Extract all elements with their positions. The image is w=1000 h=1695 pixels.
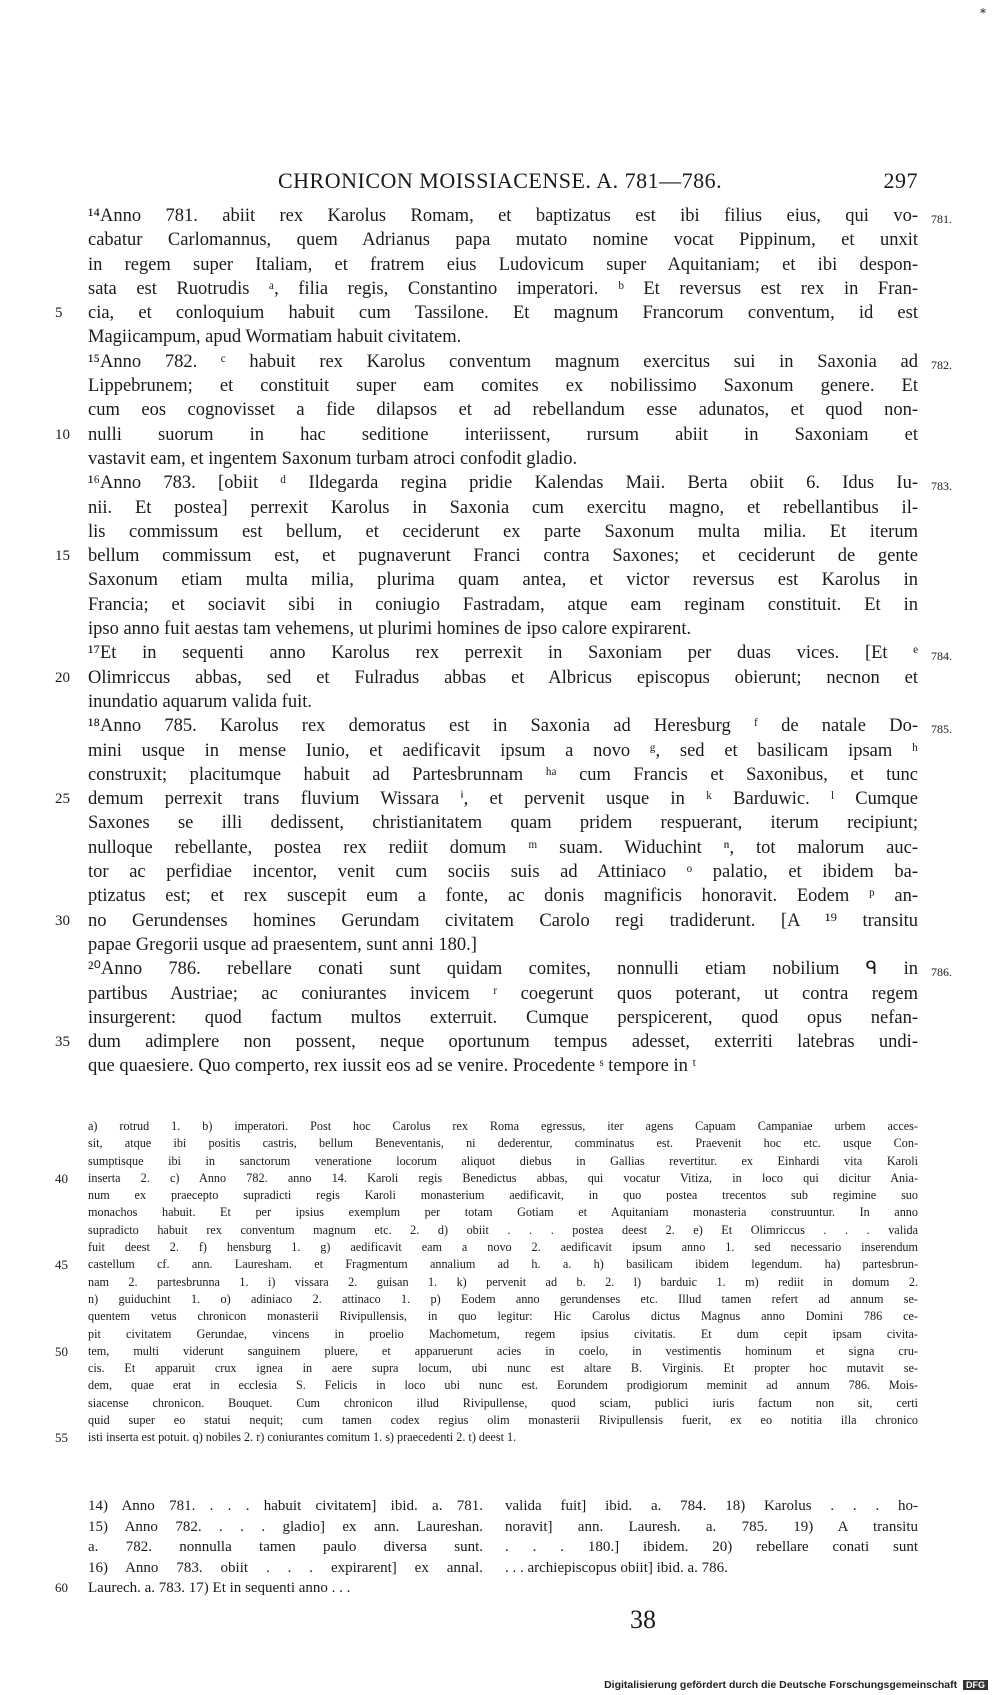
source-left-line-text: 14) Anno 781. . . . habuit civitatem] ibid. a. 781. [88,1498,483,1514]
main-text-line-text: Lippebrunem; et constituit super eam comites ex nobilissimo Saxonum genere. Et [88,376,918,397]
source-right-line [505,1496,918,1517]
main-text-line-text: Saxonum etiam multa milia, plurima quam antea, et victor reversus est Karolus in [88,570,918,591]
main-text-line-text: nii. Et postea] perrexit Karolus in Saxonia cum exercitu magno, et rebellantibus il- [88,497,918,518]
source-notes-left [55,1496,483,1599]
source-left-line [88,1558,483,1579]
footnote-line-text: sit, atque ibi positis castris, bellum Beneventanis, ni dederentur, comminatus est. Praevenit hoc etc. usque Con- [88,1136,918,1151]
line-number: 40 [55,1170,68,1186]
footnote-line [88,1308,918,1325]
main-text-line [88,933,918,957]
main-text-line [55,544,918,568]
main-text-line [55,301,918,325]
main-text-line [88,277,918,301]
main-text-line [88,690,918,714]
main-text-line-text: no Gerundenses homines Gerundam civitatem Carolo regi tradiderunt. [A ¹⁹ transitu [88,910,918,931]
corner-mark: * [980,6,986,20]
footnote-line [55,1343,918,1360]
main-text-line-text: papae Gregorii usque ad praesentem, sunt anni 180.] [88,934,477,955]
footnote-line-text: n) guiduchint 1. o) adiniaco 2. attinaco 1. p) Eodem anno gerundenses etc. Illud tamen refert ad annum se- [88,1291,918,1306]
line-number: 30 [55,912,70,929]
main-text-line-text: ¹⁴Anno 781. abiit rex Karolus Romam, et baptizatus est ibi filius eius, qui vo- [88,206,918,226]
footnote-line-text: cis. Et apparuit crux ignea in aere supra locum, ubi nunc est altare B. Virginis. Et propter hoc mutavit se- [88,1361,918,1376]
main-text-line [88,374,918,398]
footer-text: Digitalisierung gefördert durch die Deutsche Forschungsgemeinschaft [604,1679,958,1691]
footnote-line-text: siacense chronicon. Bouquet. Cum chronicon illud Rivipullense, quod sciam, publici iuris factum non sit, certi [88,1395,918,1410]
source-right-line-text: . . . 180.] ibidem. 20) rebellare conati sunt [505,1539,918,1555]
footnote-line [88,1377,918,1394]
main-text-line [88,1054,918,1078]
main-text-line-text: ¹⁷Et in sequenti anno Karolus rex perrexit in Saxoniam per duas vices. [Et ᵉ [88,643,918,664]
footnote-line-text: num ex praecepto supradicti regis Karoli monasterium aedificavit, in quo postea trecentos sub regimine suo [88,1188,918,1203]
footnote-line [88,1412,918,1429]
main-text-line [88,763,918,787]
line-number: 20 [55,669,70,686]
source-left-line-text: 15) Anno 782. . . . gladio] ex ann. Laureshan. [88,1518,483,1535]
main-text-line-text: ¹⁸Anno 785. Karolus rex demoratus est in Saxonia ad Heresburg ᶠ de natale Do- [88,716,918,737]
main-text-line [88,957,952,981]
source-right-line-text: . . . archiepiscopus obiit] ibid. a. 786. [505,1559,728,1576]
main-text-line [88,739,918,763]
main-text-line-text: sata est Ruotrudis ᵃ, filia regis, Constantino imperatori. ᵇ Et reversus est rex in Fran- [88,278,918,299]
footnote-line-text: fuit deest 2. f) hensburg 1. g) aedificavit eam a novo 2. aedificavit ipsum anno 1. sed necessario inserendum [88,1240,918,1255]
main-text-line-text: vastavit eam, et ingentem Saxonum turbam atroci confodit gladio. [88,448,578,469]
source-right-line-text: noravit] ann. Lauresh. a. 785. 19) A transitu [505,1518,918,1535]
main-text-line-text: Magiicampum, apud Wormatiam habuit civitatem. [88,327,462,348]
line-number: 50 [55,1343,68,1359]
main-text-line [88,836,918,860]
main-text-line-text: ¹⁵Anno 782. ᶜ habuit rex Karolus conventum magnum exercitus sui in Saxonia ad [88,351,918,372]
main-text-line-text: partibus Austriae; ac coniurantes invicem ʳ coegerunt quos poterant, ut contra regem [88,983,918,1004]
footnote-line [88,1204,918,1221]
footnote-line [55,1429,918,1446]
main-text-line [88,641,952,665]
source-left-line [88,1537,483,1558]
main-text-line [55,787,918,811]
margin-year: 786. [931,965,952,980]
footnote-line [88,1274,918,1291]
main-text-line-text: dum adimplere non possent, neque oportunum tempus adesset, exterriti latebras undi- [88,1032,918,1053]
main-text-line [88,228,918,252]
source-left-line [55,1578,483,1599]
main-text-line [88,568,918,592]
footnote-line-text: sumptisque ibi in sanctorum veneratione locorum aliquot diebus in Gallias revertitur. ex Einhardi vita Karoli [88,1153,918,1168]
line-number: 10 [55,426,70,443]
footnote-line-text: quid super eo statui nequit; cum tamen codex regius olim monasterii Rivipullensis fuerit, ex eo notitia illa chronico [88,1413,918,1428]
main-text-line [55,1030,918,1054]
footnotes [55,1118,918,1447]
digitization-footer [604,1679,988,1691]
footnote-line [88,1135,918,1152]
footnote-line [55,1256,918,1273]
footnote-line [55,1170,918,1187]
main-text-line-text: cum eos cognovisset a fide dilapsos et ad rebellandum esse adunatos, et quod non- [88,400,918,421]
main-text-line [88,398,918,422]
main-text-line-text: ipso anno fuit aestas tam vehemens, ut plurimi homines de ipso calore expirarent. [88,619,692,640]
main-text-line-text: ptizatus est; et rex suscepit eum a fonte, ac donis magnificis honoravit. Eodem ᵖ an- [88,886,918,907]
footnote-line-text: inserta 2. c) Anno 782. anno 14. Karoli regis Benedictus abbas, qui vocatur Vitiza, in loco qui dicitur Ania- [88,1170,918,1185]
dfg-logo: DFG [963,1680,988,1690]
main-text-line-text: cabatur Carlomannus, quem Adrianus papa mutato nomine vocat Pippinum, et unxit [88,230,918,251]
page-number: 297 [883,168,918,193]
margin-year: 784. [931,649,952,664]
footnote-line [88,1222,918,1239]
source-left-line-text: 16) Anno 783. obiit . . . expirarent] ex annal. [88,1559,483,1576]
source-notes [55,1496,918,1596]
main-text-line [88,593,918,617]
footnote-line-text: tem, multi viderunt sanguinem pluere, et apparuerunt acies in coelo, in vestimentis hominum et signa cru- [88,1343,918,1358]
main-text-line [88,496,918,520]
main-text-line [88,471,952,495]
line-number: 5 [55,305,63,322]
margin-year: 785. [931,722,952,737]
header-title: CHRONICON MOISSIACENSE. A. 781—786. [278,168,723,193]
main-text-line-text: inundatio aquarum valida fuit. [88,691,312,712]
main-text-line-text: lis commissum est bellum, et ceciderunt ex parte Saxonum multa milia. Et iterum [88,521,918,542]
main-text-line-text: demum perrexit trans fluvium Wissara ⁱ, et pervenit usque in ᵏ Barduwic. ˡ Cumque [88,789,918,810]
main-text-line [88,714,952,738]
main-text-line [88,982,918,1006]
source-left-line-text: Laurech. a. 783. 17) Et in sequenti anno . . . [88,1580,351,1596]
main-text-line [88,1006,918,1030]
main-text-line-text: ¹⁶Anno 783. [obiit ᵈ Ildegarda regina pridie Kalendas Maii. Berta obiit 6. Idus Iu- [88,473,918,494]
main-text-line [88,617,918,641]
main-text-line [88,447,918,471]
main-text-line-text: nulli suorum in hac seditione interiissent, rursum abiit in Saxoniam et [88,424,918,445]
main-text-line-text: mini usque in mense Iunio, et aedificavit ipsum a novo ᵍ, sed et basilicam ipsam ʰ [88,740,918,761]
footnote-line [88,1118,918,1135]
source-right-line [505,1537,918,1558]
main-text [55,204,952,1079]
main-text-line-text: in regem super Italiam, et fratrem eius Ludovicum super Aquitaniam; et ibi despon- [88,254,918,275]
footnote-line-text: quentem vetus chronicon monasterii Rivipullensis, in quo legitur: Hic Carolus dictus Magnus anno Domini 786 ce- [88,1309,918,1324]
margin-year: 782. [931,357,952,372]
margin-year: 783. [931,479,952,494]
source-notes-right [505,1496,918,1578]
main-text-line-text: Saxones se illi dedissent, christianitatem quam pridem respuerant, iterum recipiunt; [88,813,918,834]
footnote-line [88,1395,918,1412]
footnote-line-text: supradicto habuit rex conventum magnum etc. 2. d) obiit . . . postea deest 2. e) Et Olimriccus . . . valida [88,1222,918,1237]
footnote-line-text: dem, quae erat in ecclesia S. Felicis in loco ubi nunc est. Eorundem prodigiorum meminit ad annum 786. Mois- [88,1378,918,1393]
footnote-line-text: monachos habuit. Et per ipsius exemplum per totam Gotiam et Aquitaniam monasteria construuntur. In anno [88,1205,918,1220]
main-text-line [88,253,918,277]
main-text-line [55,423,918,447]
main-text-line [88,811,918,835]
line-number: 25 [55,791,70,808]
footnote-line [88,1291,918,1308]
main-text-line-text: Olimriccus abbas, sed et Fulradus abbas et Albricus episcopus obierunt; necnon et [88,667,918,688]
line-number: 45 [55,1257,68,1273]
main-text-line-text: construxit; placitumque habuit ad Partesbrunnam ʰᵃ cum Francis et Saxonibus, et tunc [88,764,918,785]
source-left-line [88,1517,483,1538]
line-number: 15 [55,548,70,565]
main-text-line-text: nulloque rebellante, postea rex rediit domum ᵐ suam. Widuchint ⁿ, tot malorum auc- [88,837,918,858]
source-left-line [88,1496,483,1517]
main-text-line [88,884,918,908]
signature-mark: 38 [630,1605,656,1634]
footnote-line-text: nam 2. partesbrunna 1. i) vissara 2. guisan 1. k) pervenit ad b. 2. l) barduic 1. m) rediit in domum 2. [88,1274,918,1289]
source-right-line [505,1558,918,1579]
main-text-line [88,860,918,884]
footnote-line [88,1326,918,1343]
main-text-line [88,350,952,374]
main-text-line [55,666,918,690]
main-text-line [88,204,952,228]
footnote-line-text: isti inserta est potuit. q) nobiles 2. r) coniurantes comitum 1. s) praecedenti 2. t) deest 1. [88,1430,517,1445]
main-text-line-text: insurgerent: quod factum multos exterruit. Cumque perspicerent, quod opus nefan- [88,1007,918,1028]
main-text-line [88,520,918,544]
footnote-line [88,1239,918,1256]
footnote-line [88,1360,918,1377]
line-number: 60 [55,1580,68,1595]
main-text-line-text: que quaesiere. Quo comperto, rex iussit eos ad se venire. Procedente ˢ tempore in ᵗ [88,1056,697,1077]
footnote-line [88,1187,918,1204]
margin-year: 781. [931,212,952,226]
source-right-line-text: valida fuit] ibid. a. 784. 18) Karolus . . . ho- [505,1498,918,1514]
main-text-line [55,909,918,933]
main-text-line-text: Francia; et sociavit sibi in coniugio Fastradam, atque eam reginam constituit. Et in [88,594,918,615]
footnote-line-text: a) rotrud 1. b) imperatori. Post hoc Carolus rex Roma egressus, iter agens Capuam Campaniae urbem acces- [88,1119,918,1133]
source-right-line [505,1517,918,1538]
main-text-line-text: tor ac perfidiae incentor, venit cum sociis suis ad Attiniaco ᵒ palatio, et ibidem ba- [88,862,918,883]
footnote-line-text: castellum cf. ann. Lauresham. et Fragmentum annalium ad h. a. h) basilicam ibidem legendum. ha) partesbrun- [88,1257,918,1272]
line-number: 55 [55,1430,68,1446]
line-number: 35 [55,1034,70,1051]
source-left-line-text: a. 782. nonnulla tamen paulo diversa sunt. [88,1539,483,1555]
main-text-line [88,325,918,349]
main-text-line-text: ²⁰Anno 786. rebellare conati sunt quidam comites, nonnulli etiam nobilium ᑫ in [88,959,918,980]
running-header [88,168,918,198]
main-text-line-text: bellum commissum est, et pugnaverunt Franci contra Saxones; et ceciderunt de gente [88,546,918,567]
main-text-line-text: cia, et conloquium habuit cum Tassilone. Et magnum Francorum conventum, id est [88,303,918,324]
footnote-line-text: pit civitatem Gerundae, vincens in proelio Machometum, regem ipsius civitatis. Et dum cepit ipsam civita- [88,1326,918,1341]
footnote-line [88,1153,918,1170]
